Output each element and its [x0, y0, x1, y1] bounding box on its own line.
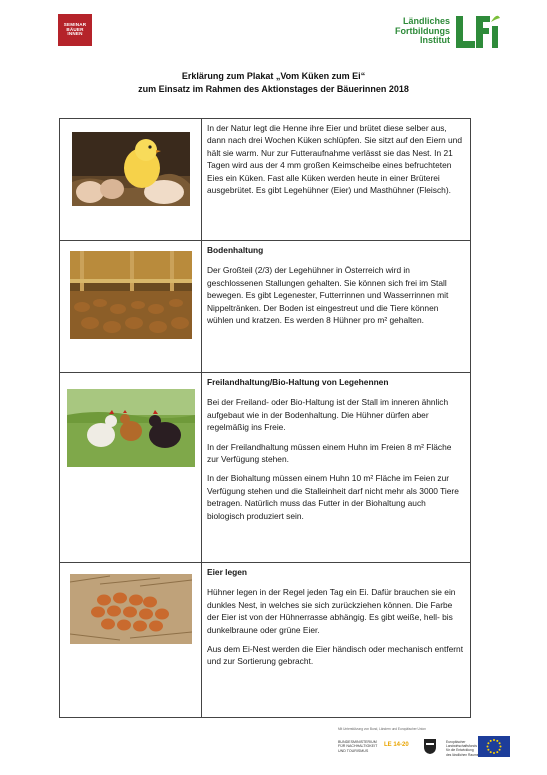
title-line-2: zum Einsatz im Rahmen des Aktionstages der Bäuerinnen 2018 [138, 84, 409, 94]
ministry-line-1: BUNDESMINISTERIUM [338, 740, 377, 744]
image-cell [60, 563, 202, 718]
lfi-logo [374, 12, 500, 52]
logo-left-line-2: BÄUER [66, 26, 84, 32]
row-3-paragraph-2: In der Freilandhaltung müssen einem Huhn im Freien 8 m² Fläche zur Verfügung stehen. [207, 441, 452, 465]
title-line-1: Erklärung zum Plakat „Vom Küken zum Ei“ [181, 71, 366, 81]
image-cell [60, 119, 202, 241]
document-title [0, 70, 547, 96]
ministry-line-2: FÜR NACHHALTIGKEIT [338, 744, 378, 749]
text-cell [202, 241, 471, 373]
table-row [60, 563, 471, 718]
row-2-heading: Bodenhaltung [207, 245, 264, 255]
table-row [60, 119, 471, 241]
eler-logo-text [446, 740, 478, 757]
eler-line-4: des ländlichen Raums [446, 752, 479, 757]
chick-eggs-photo-icon [72, 132, 190, 206]
footer-logos [338, 736, 510, 758]
row-3-paragraph-1: Bei der Freiland- oder Bio-Haltung ist der Stall im inneren ähnlich aufgebaut wie in der Bodenhaltung. Die Hühner dürfen aber regelmäßig ins Freie. [207, 397, 449, 433]
row-4-paragraph-1: Hühner legen in der Regel jeden Tag ein Ei. Dafür brauchen sie ein dunkles Nest, in welches sie sich zurückziehen können. Die Farbe der Eier ist von der Hühnerrasse abhängig. Es gibt weiße, hell- bis dunkelbraune oder grüne Eier. [207, 587, 456, 635]
ministry-line-3: UND TOURISMUS [338, 748, 369, 753]
content-table [59, 118, 471, 718]
text-cell [202, 119, 471, 241]
barn-hens-photo-icon [70, 251, 192, 339]
logo-left-line-1: SEMINAR [63, 21, 87, 27]
eu-flag-icon [478, 736, 510, 757]
seminar-baeuerinnen-logo [58, 14, 92, 46]
lfi-word-1: Ländliches [402, 16, 450, 26]
le-logo: LE 14-20 [384, 742, 409, 748]
eler-line-2: Landwirtschaftsfonds [446, 744, 477, 749]
table-row [60, 241, 471, 373]
row-1-paragraph-1: In der Natur legt die Henne ihre Eier und brütet diese selber aus, dann nach drei Wochen Küken schlüpfen. Sie sitzt auf den Eiern und hält sie warm. Nur zur Futteraufnahme verlässt sie das Nest. In 21 Tagen wird aus der 4 mm großen Keimscheibe eines befruchteten Eies ein Küken. Fast alle Küken werden heute in einer Brüterei ausgebrütet. Es gibt Legehühner (Eier) und Masthühner (Fleisch). [207, 123, 462, 196]
table-row [60, 373, 471, 563]
lfi-logo-words [374, 17, 450, 46]
image-cell [60, 241, 202, 373]
image-cell [60, 373, 202, 563]
row-4-paragraph-2: Aus dem Ei-Nest werden die Eier händisch oder mechanisch entfernt und zur Sortierung gebracht. [207, 644, 464, 667]
logo-left-line-3: INNEN [67, 31, 83, 37]
lfi-letters-icon [454, 14, 500, 50]
text-cell [202, 563, 471, 718]
row-3-heading: Freilandhaltung/Bio-Haltung von Legehennen [207, 377, 389, 387]
eggs-in-straw-photo-icon [70, 574, 192, 644]
lfi-word-2: Fortbildungs [395, 25, 450, 36]
ministry-logo [338, 740, 377, 753]
row-3-paragraph-3: In der Biohaltung müssen einem Huhn 10 m² Fläche im Feien zur Verfügung stehen und die Stalleinheit darf nicht mehr als 3000 Tiere betragen. Natürlich muss das Futter in der Biohaltung auch biologisch produziert sein. [207, 473, 459, 521]
lfi-word-3: Institut [420, 35, 450, 45]
text-cell [202, 373, 471, 563]
austria-arms-icon [418, 737, 442, 755]
row-4-heading: Eier legen [207, 567, 248, 577]
eler-line-1: Europäischer [446, 740, 466, 744]
footer-funding-note: Mit Unterstützung von Bund, Ländern und Europäischer Union [338, 727, 426, 731]
row-2-paragraph-1: Der Großteil (2/3) der Legehühner in Österreich wird in geschlossenen Stallungen gehalten. Sie können sich frei im Stall bewegen. Es gibt Legenester, Futterrinnen und Wasserrinnen mit Nippeltränken. Der Boden ist eingestreut und die Tiere können wühlen und kratzen. Es werden 8 Hühner pro m² gehalten. [207, 265, 449, 326]
eler-line-3: für die Entwicklung [446, 748, 474, 753]
free-range-hens-photo-icon [67, 389, 195, 467]
